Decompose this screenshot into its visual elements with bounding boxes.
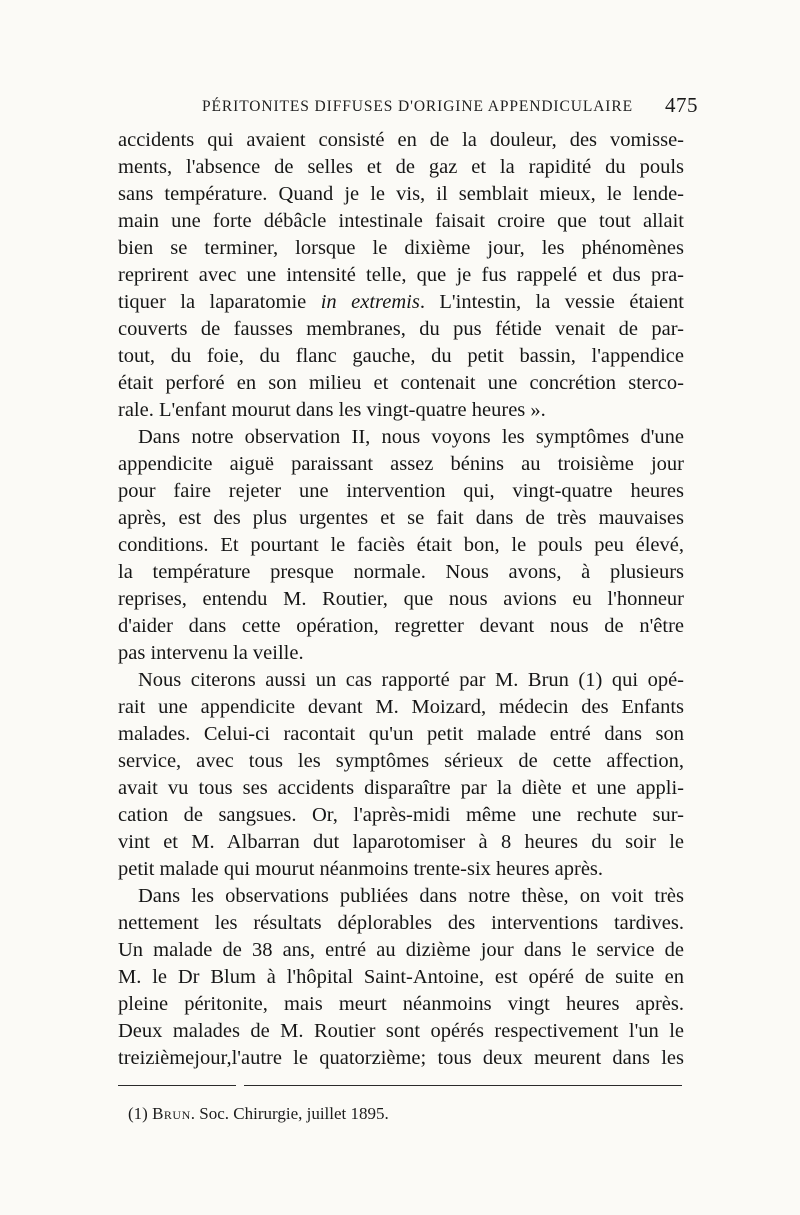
- text-line: Deux malades de M. Routier sont opérés respectivement l'un le: [118, 1020, 684, 1042]
- footnote-rule: [118, 1085, 236, 1086]
- footnote-author: Brun: [152, 1104, 191, 1123]
- text-line: pour faire rejeter une intervention qui, vingt-quatre heures: [118, 480, 684, 502]
- text-line: rait une appendicite devant M. Moizard, médecin des Enfants: [118, 696, 684, 718]
- running-head: PÉRITONITES DIFFUSES D'ORIGINE APPENDICULAIRE: [202, 98, 633, 115]
- text-line: après, est des plus urgentes et se fait dans de très mauvaises: [118, 507, 684, 529]
- text-line: était perforé en son milieu et contenait une concrétion sterco-: [118, 372, 684, 394]
- text-line: malades. Celui-ci racontait qu'un petit malade entré dans son: [118, 723, 684, 745]
- text-line: nettement les résultats déplorables des interventions tardives.: [118, 912, 684, 934]
- text-line: petit malade qui mourut néanmoins trente-six heures après.: [118, 858, 604, 880]
- text-line: M. le Dr Blum à l'hôpital Saint-Antoine, est opéré de suite en: [118, 966, 684, 988]
- footnote-citation: . Soc. Chirurgie, juillet 1895.: [190, 1104, 389, 1123]
- text-line: sans température. Quand je le vis, il semblait mieux, le lende-: [118, 183, 684, 205]
- text-line: avait vu tous ses accidents disparaître par la diète et une appli-: [118, 777, 684, 799]
- text-line: Un malade de 38 ans, entré au dizième jour dans le service de: [118, 939, 684, 961]
- text-line: cation de sangsues. Or, l'après-midi même une rechute sur-: [118, 804, 684, 826]
- text-line: rale. L'enfant mourut dans les vingt-quatre heures ».: [118, 399, 546, 421]
- text-line: reprises, entendu M. Routier, que nous avions eu l'honneur: [118, 588, 684, 610]
- text-line: couverts de fausses membranes, du pus fétide venait de par-: [118, 318, 684, 340]
- text-line: treizièmejour,l'autre le quatorzième; tous deux meurent dans les: [118, 1047, 684, 1069]
- line-segment: . L'intestin, la vessie étaient: [419, 291, 684, 313]
- text-line: service, avec tous les symptômes sérieux de cette affection,: [118, 750, 684, 772]
- text-line: Dans les observations publiées dans notre thèse, on voit très: [138, 885, 684, 907]
- footnote-marker: (1): [128, 1104, 148, 1123]
- page-number: 475: [665, 93, 698, 117]
- line-segment: tiquer la laparatomie: [118, 291, 321, 313]
- text-line: appendicite aiguë paraissant assez bénins au troisième jour: [118, 453, 684, 475]
- body-text: [118, 127, 684, 1072]
- text-line: reprirent avec une intensité telle, que je fus rappelé et dus pra-: [118, 264, 684, 286]
- footnote-rule: [244, 1085, 682, 1086]
- text-line: pleine péritonite, mais meurt néanmoins vingt heures après.: [118, 993, 684, 1015]
- page-header: [118, 93, 698, 121]
- text-line: d'aider dans cette opération, regretter devant nous de n'être: [118, 615, 684, 637]
- footnote: [128, 1104, 389, 1124]
- text-line: Nous citerons aussi un cas rapporté par M. Brun (1) qui opé-: [138, 669, 684, 691]
- text-line: Dans notre observation II, nous voyons les symptômes d'une: [138, 426, 684, 448]
- italic-phrase: in extremis: [320, 291, 420, 313]
- text-line: la température presque normale. Nous avons, à plusieurs: [118, 561, 684, 583]
- text-line: accidents qui avaient consisté en de la douleur, des vomisse-: [118, 129, 684, 151]
- text-line: bien se terminer, lorsque le dixième jour, les phénomènes: [118, 237, 684, 259]
- text-line: pas intervenu la veille.: [118, 642, 304, 664]
- text-line: tout, du foie, du flanc gauche, du petit bassin, l'appendice: [118, 345, 684, 367]
- text-line: [118, 289, 684, 316]
- text-line: conditions. Et pourtant le faciès était bon, le pouls peu élevé,: [118, 534, 684, 556]
- text-line: vint et M. Albarran dut laparotomiser à 8 heures du soir le: [118, 831, 684, 853]
- text-line: ments, l'absence de selles et de gaz et la rapidité du pouls: [118, 156, 684, 178]
- text-line: main une forte débâcle intestinale faisait croire que tout allait: [118, 210, 684, 232]
